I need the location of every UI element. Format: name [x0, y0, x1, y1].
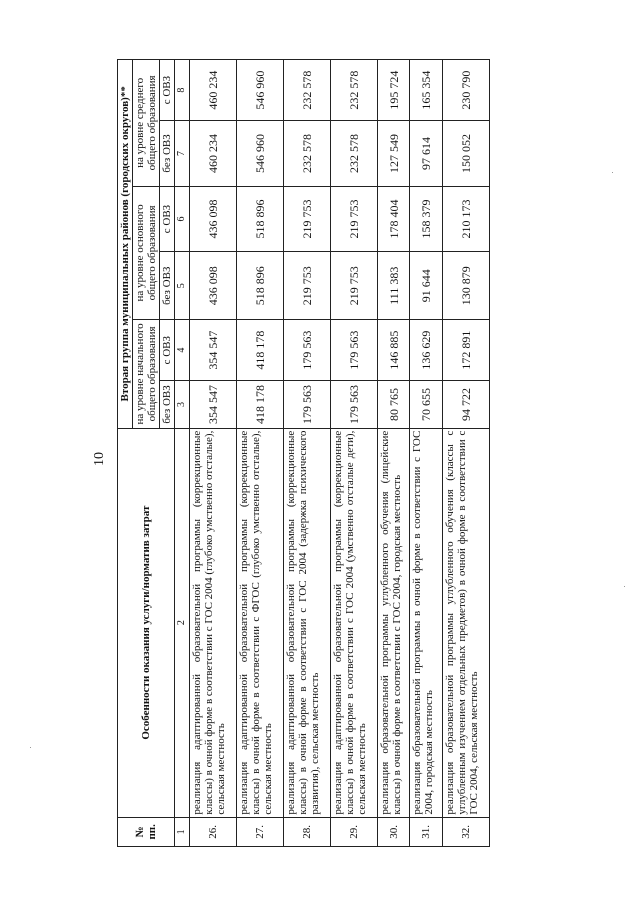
cost-value: 232 578	[330, 60, 377, 121]
header-level-primary: на уровне начального общего образования	[133, 320, 160, 429]
header-sub: без ОВЗ	[160, 252, 175, 320]
page-number: 10	[92, 452, 107, 466]
row-number: 31.	[410, 817, 443, 846]
cost-value: 91 644	[410, 252, 443, 320]
column-index: 8	[175, 60, 190, 121]
row-description: реализация адаптированной образовательной программы (коррекционные классы) в очной форме в соответствии с ФГОС (глубоко умственно отсталые), сельская местность	[236, 428, 283, 817]
cost-value: 354 547	[190, 320, 237, 381]
table-row	[377, 60, 410, 847]
cost-value: 219 753	[283, 186, 330, 252]
cost-value: 178 404	[377, 186, 410, 252]
cost-value: 179 563	[283, 320, 330, 381]
table-row	[190, 60, 237, 847]
header-sub: с ОВЗ	[160, 320, 175, 381]
header-sub: с ОВЗ	[160, 186, 175, 252]
cost-value: 232 578	[283, 121, 330, 187]
cost-value: 179 563	[283, 381, 330, 428]
cost-value: 97 614	[410, 121, 443, 187]
cost-value: 179 563	[330, 320, 377, 381]
cost-value: 518 896	[236, 186, 283, 252]
column-index: 1	[175, 817, 190, 846]
header-sub: без ОВЗ	[160, 381, 175, 428]
cost-value: 127 549	[377, 121, 410, 187]
column-index: 3	[175, 381, 190, 428]
column-index: 6	[175, 186, 190, 252]
row-description: реализация образовательной программы углубленного обучения (классы с углубленным изучением отдельных предметов) в очной форме в соответствии с ГОС 2004, сельская местность	[442, 428, 489, 817]
table-row	[330, 60, 377, 847]
cost-value: 70 655	[410, 381, 443, 428]
cost-value: 130 879	[442, 252, 489, 320]
cost-value: 111 383	[377, 252, 410, 320]
cost-value: 518 896	[236, 252, 283, 320]
cost-table-rotated	[117, 59, 490, 847]
cost-value: 219 753	[330, 252, 377, 320]
row-description: реализация адаптированной образовательной программы (коррекционные классы) в очной форме в соответствии с ГОС 2004 (глубоко умственно отсталые), сельская местность	[190, 428, 237, 817]
cost-value: 436 098	[190, 186, 237, 252]
cost-table	[117, 59, 490, 847]
header-service: Особенности оказания услуги/норматив затрат	[118, 428, 175, 817]
cost-value: 232 578	[283, 60, 330, 121]
cost-value: 195 724	[377, 60, 410, 121]
row-number: 32.	[442, 817, 489, 846]
cost-value: 136 629	[410, 320, 443, 381]
cost-value: 230 790	[442, 60, 489, 121]
row-number: 28.	[283, 817, 330, 846]
cost-value: 172 891	[442, 320, 489, 381]
row-description: реализация образовательной программы в очной форме в соответствии с ГОС 2004, городская местность	[410, 428, 443, 817]
cost-value: 146 885	[377, 320, 410, 381]
header-sub: с ОВЗ	[160, 60, 175, 121]
row-number: 27.	[236, 817, 283, 846]
cost-value: 546 960	[236, 60, 283, 121]
cost-value: 158 379	[410, 186, 443, 252]
row-number: 30.	[377, 817, 410, 846]
header-group: Вторая группа муниципальных районов (городских округов)**	[118, 60, 133, 429]
row-description: реализация адаптированной образовательной программы (коррекционные классы) в очной форме в соответствии с ГОС 2004 (задержка психического развития), сельская местность	[283, 428, 330, 817]
cost-value: 232 578	[330, 121, 377, 187]
cost-value: 460 234	[190, 60, 237, 121]
row-description: реализация образовательной программы углубленного обучения (лицейские классы) в очной форме в соответствии с ГОС 2004, городская местность	[377, 428, 410, 817]
column-index: 4	[175, 320, 190, 381]
cost-value: 546 960	[236, 121, 283, 187]
cost-value: 179 563	[330, 381, 377, 428]
cost-value: 418 178	[236, 381, 283, 428]
scan-speck	[30, 747, 31, 748]
header-num: № пп.	[118, 817, 175, 846]
header-level-basic: на уровне основного общего образования	[133, 186, 160, 319]
scan-speck	[624, 586, 625, 587]
table-row	[410, 60, 443, 847]
column-index: 5	[175, 252, 190, 320]
cost-value: 165 354	[410, 60, 443, 121]
cost-value: 80 765	[377, 381, 410, 428]
header-level-secondary: на уровне среднего общего образования	[133, 60, 160, 187]
table-row	[442, 60, 489, 847]
table-row	[236, 60, 283, 847]
column-index: 7	[175, 121, 190, 187]
header-sub: без ОВЗ	[160, 121, 175, 187]
row-description: реализация адаптированной образовательной программы (коррекционные классы) в очной форме в соответствии с ГОС 2004 (умственно отсталые дети), сельская местность	[330, 428, 377, 817]
cost-value: 210 173	[442, 186, 489, 252]
cost-value: 219 753	[283, 252, 330, 320]
table-row	[283, 60, 330, 847]
cost-value: 354 547	[190, 381, 237, 428]
cost-value: 460 234	[190, 121, 237, 187]
cost-value: 219 753	[330, 186, 377, 252]
row-number: 29.	[330, 817, 377, 846]
cost-value: 436 098	[190, 252, 237, 320]
cost-value: 94 722	[442, 381, 489, 428]
column-index: 2	[175, 428, 190, 817]
row-number: 26.	[190, 817, 237, 846]
cost-value: 418 178	[236, 320, 283, 381]
cost-value: 150 052	[442, 121, 489, 187]
scan-speck	[612, 172, 613, 173]
